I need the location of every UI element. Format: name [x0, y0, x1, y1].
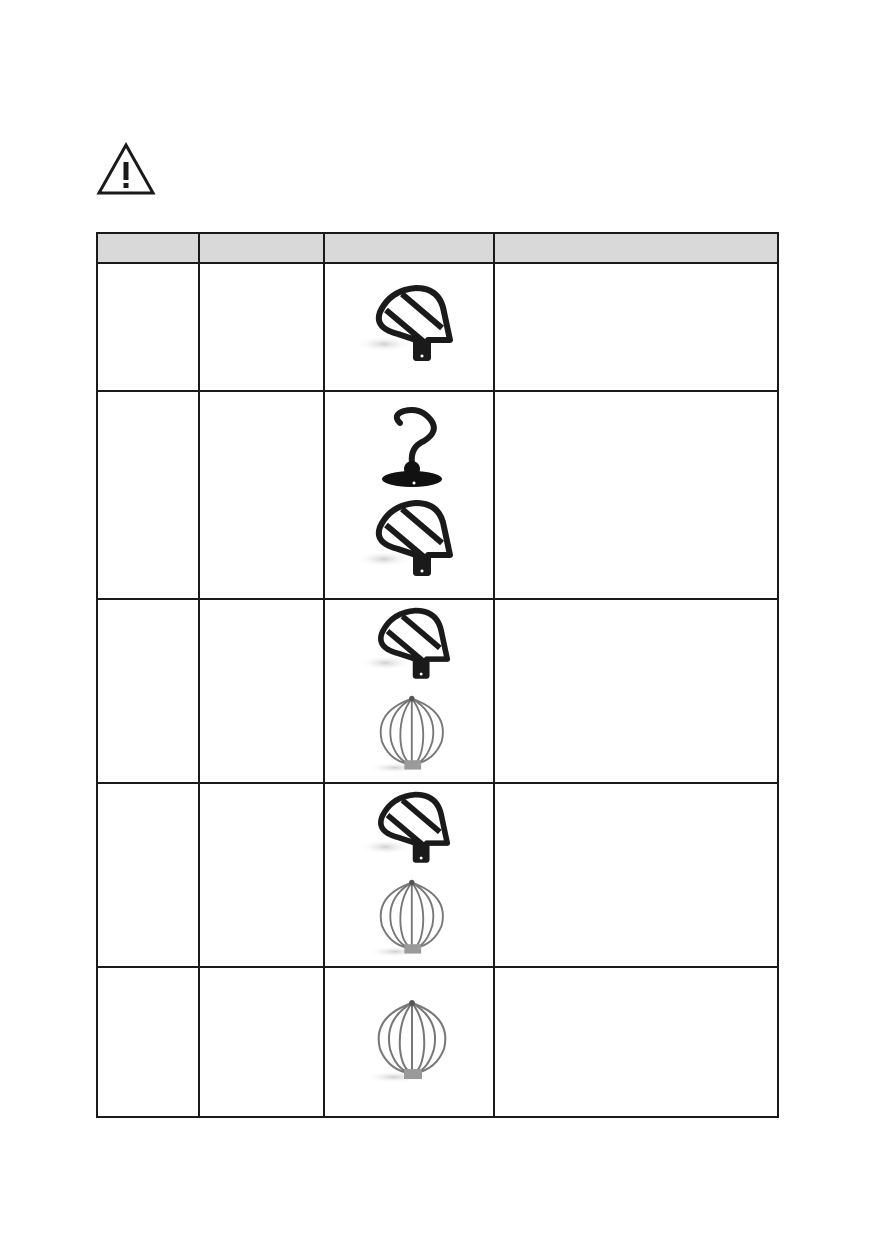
table-row — [97, 391, 778, 599]
row-notes — [494, 967, 778, 1117]
row-notes — [494, 263, 778, 391]
row-notes — [494, 599, 778, 783]
beater-icon — [354, 497, 464, 587]
accessory-table — [96, 232, 779, 1118]
row-cell-1 — [97, 263, 199, 391]
tool-image-cell — [324, 263, 494, 391]
row-notes — [494, 391, 778, 599]
beater-icon — [354, 605, 464, 689]
header-cell-3 — [324, 233, 494, 263]
beater-icon — [354, 789, 464, 873]
table-row — [97, 967, 778, 1117]
row-cell-1 — [97, 967, 199, 1117]
row-cell-1 — [97, 783, 199, 967]
row-cell-2 — [199, 263, 324, 391]
tool-image-cell — [324, 967, 494, 1117]
whisk-icon — [354, 994, 464, 1090]
table-header-row — [97, 233, 778, 263]
whisk-icon — [354, 877, 464, 961]
row-cell-1 — [97, 391, 199, 599]
tool-image-cell — [324, 599, 494, 783]
beater-icon — [354, 282, 464, 372]
warning-triangle-icon — [96, 142, 156, 196]
tool-image-cell — [324, 783, 494, 967]
row-notes — [494, 783, 778, 967]
row-cell-2 — [199, 391, 324, 599]
row-cell-1 — [97, 599, 199, 783]
row-cell-2 — [199, 783, 324, 967]
tool-image-cell — [324, 391, 494, 599]
table-row — [97, 599, 778, 783]
header-cell-4 — [494, 233, 778, 263]
header-cell-2 — [199, 233, 324, 263]
dough-hook-icon — [354, 403, 464, 493]
table-row — [97, 783, 778, 967]
table-row — [97, 263, 778, 391]
header-cell-1 — [97, 233, 199, 263]
row-cell-2 — [199, 599, 324, 783]
whisk-icon — [354, 693, 464, 777]
row-cell-2 — [199, 967, 324, 1117]
